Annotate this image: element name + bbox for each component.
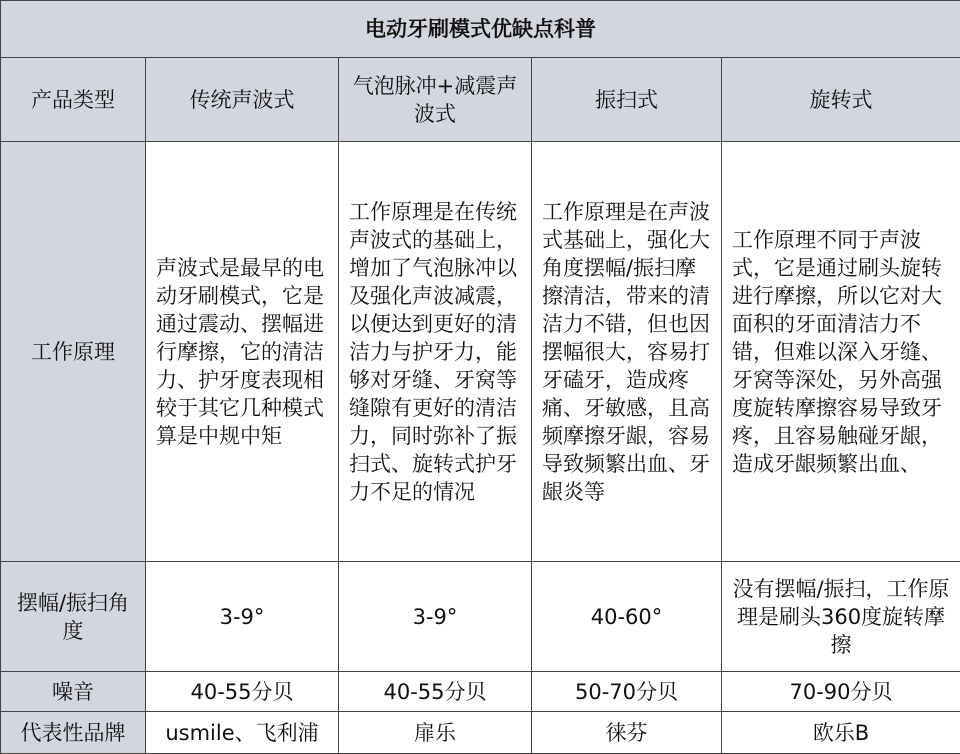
principle-text: 声波式是最早的电动牙刷模式，它是通过震动、摆幅进行摩擦，它的清洁力、护牙度表现相较于其它几种模式算是中规中矩 xyxy=(146,254,338,450)
principle-text: 工作原理是在传统声波式的基础上，增加了气泡脉冲以及强化声波减震，以便达到更好的清洁力与护牙力，能够对牙缝、牙窝等缝隙有更好的清洁力，同时弥补了振扫式、旋转式护牙力不足的情况 xyxy=(339,198,531,506)
row-label-brand: 代表性品牌 xyxy=(1,712,146,754)
angle-cell: 没有摆幅/振扫，工作原理是刷头360度旋转摩擦 xyxy=(722,562,960,672)
header-row xyxy=(1,58,960,142)
row-label-principle: 工作原理 xyxy=(1,142,146,562)
principle-cell-sweep xyxy=(532,142,722,562)
noise-cell: 40-55分贝 xyxy=(339,672,532,712)
row-label-angle: 摆幅/振扫角度 xyxy=(1,562,146,672)
header-bubble-pulse-sonic: 气泡脉冲+减震声波式 xyxy=(339,58,532,142)
principle-text: 工作原理是在声波式基础上，强化大角度摆幅/振扫摩擦清洁，带来的清洁力不错，但也因摆幅很大，容易打牙磕牙，造成疼痛、牙敏感，且高频摩擦牙龈，容易导致频繁出血、牙龈炎等 xyxy=(532,198,721,506)
principle-row xyxy=(1,142,960,562)
noise-cell: 40-55分贝 xyxy=(146,672,339,712)
brand-cell: usmile、飞利浦 xyxy=(146,712,339,754)
principle-cell-rotary xyxy=(722,142,960,562)
brand-row xyxy=(1,712,960,754)
angle-row xyxy=(1,562,960,672)
header-sweep: 振扫式 xyxy=(532,58,722,142)
header-label-product-type: 产品类型 xyxy=(1,58,146,142)
angle-cell: 3-9° xyxy=(146,562,339,672)
table-title: 电动牙刷模式优缺点科普 xyxy=(1,1,960,58)
angle-cell: 3-9° xyxy=(339,562,532,672)
noise-row xyxy=(1,672,960,712)
brand-cell: 扉乐 xyxy=(339,712,532,754)
principle-text: 工作原理不同于声波式，它是通过刷头旋转进行摩擦，所以它对大面积的牙面清洁力不错，但难以深入牙缝、牙窝等深处，另外高强度旋转摩擦容易导致牙疼，且容易触碰牙龈，造成牙龈频繁出血、 xyxy=(722,226,960,478)
title-row xyxy=(1,1,960,58)
row-label-noise: 噪音 xyxy=(1,672,146,712)
noise-cell: 70-90分贝 xyxy=(722,672,960,712)
principle-cell-traditional-sonic xyxy=(146,142,339,562)
header-rotary: 旋转式 xyxy=(722,58,960,142)
header-traditional-sonic: 传统声波式 xyxy=(146,58,339,142)
brand-cell: 欧乐B xyxy=(722,712,960,754)
principle-cell-bubble-pulse-sonic xyxy=(339,142,532,562)
brand-cell: 徕芬 xyxy=(532,712,722,754)
angle-cell: 40-60° xyxy=(532,562,722,672)
noise-cell: 50-70分贝 xyxy=(532,672,722,712)
